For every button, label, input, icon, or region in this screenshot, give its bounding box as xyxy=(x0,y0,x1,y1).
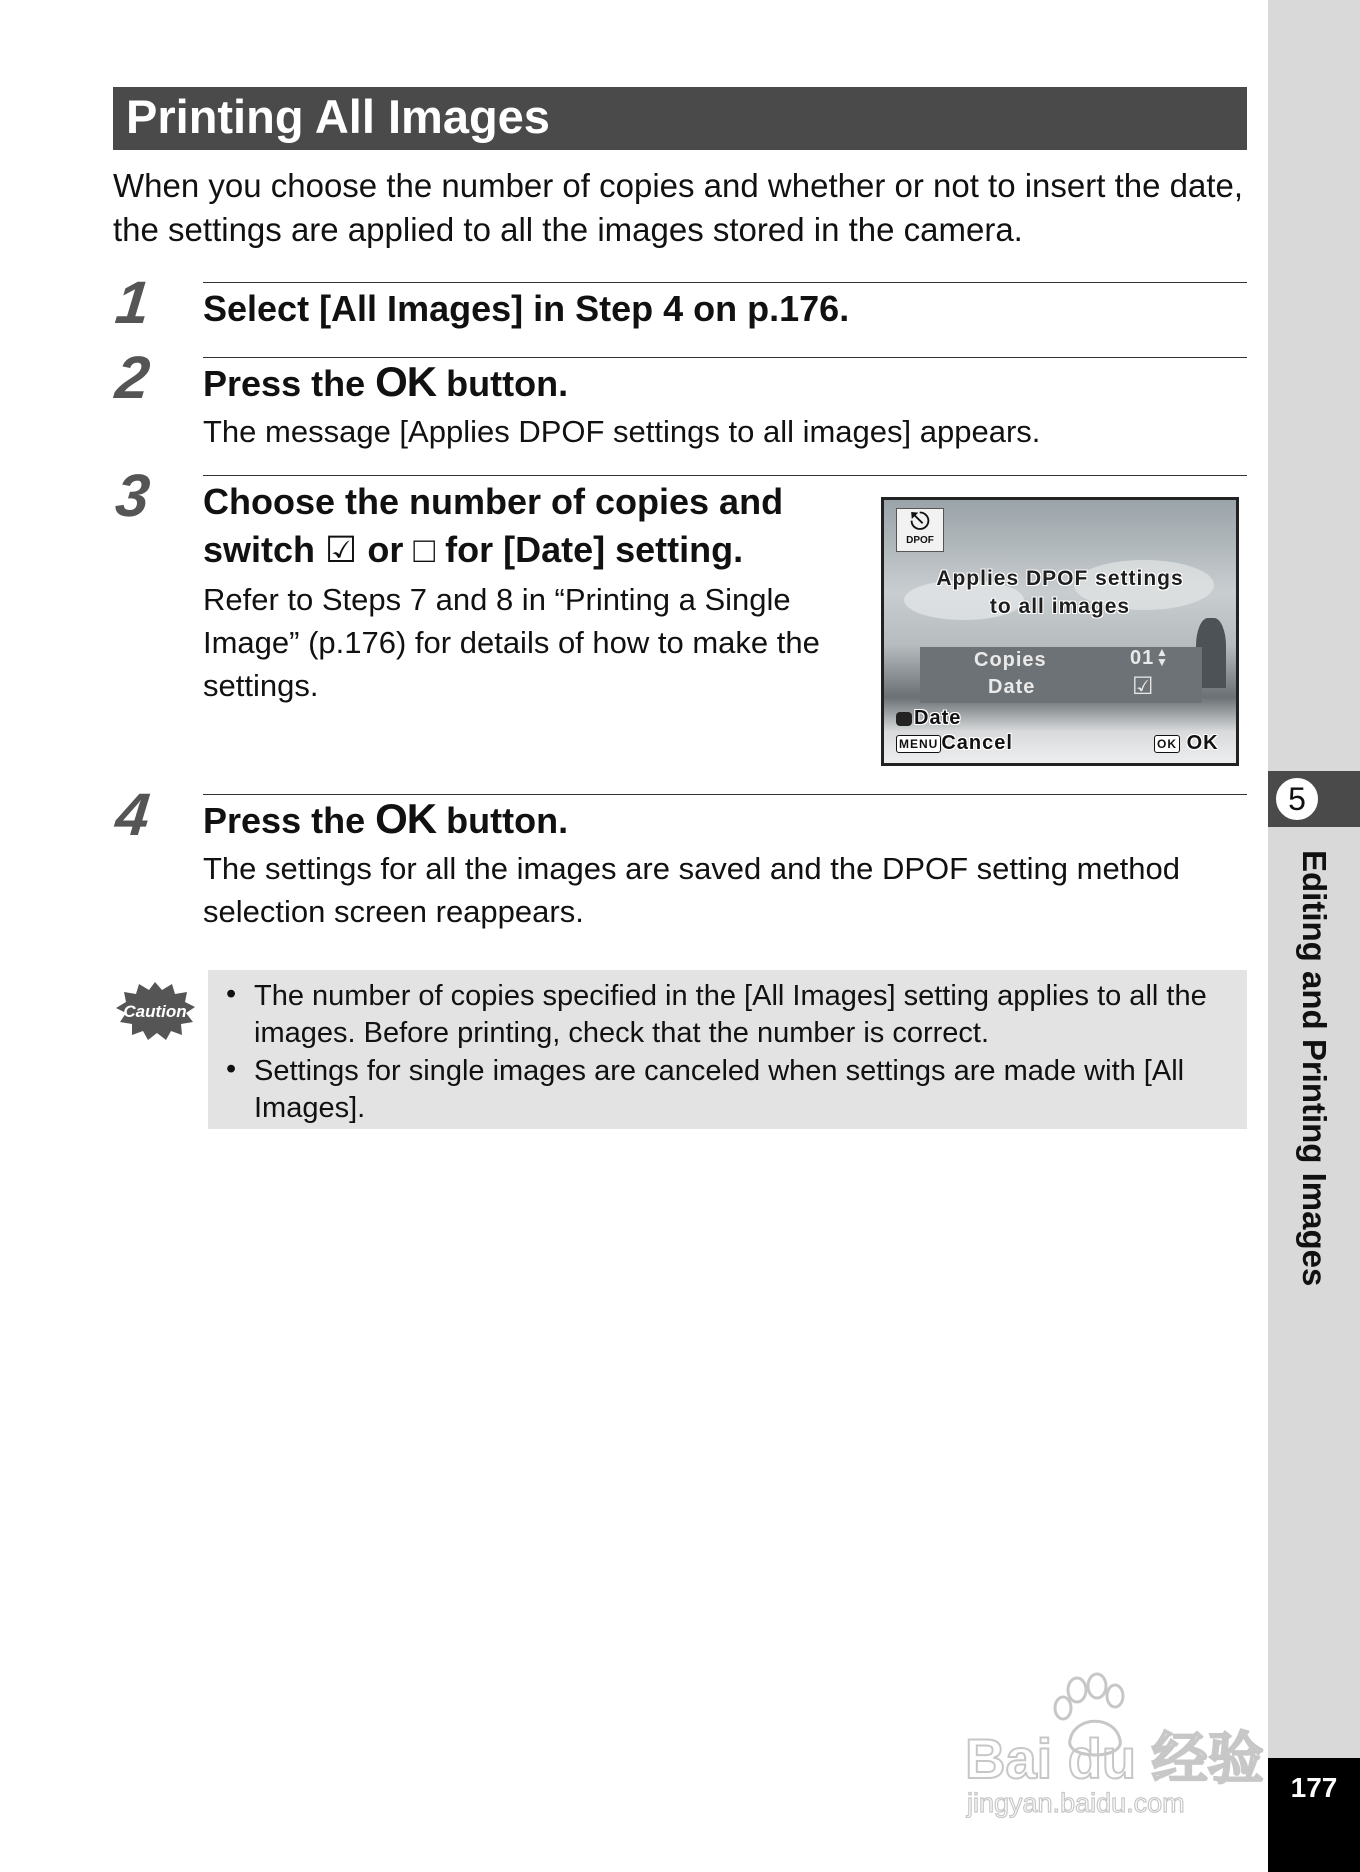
step-4-title-end: button. xyxy=(446,800,569,841)
ok-button-glyph: OK xyxy=(375,795,437,842)
date-toggle-hint xyxy=(896,707,961,730)
copies-label: Copies xyxy=(974,649,1047,671)
menu-key-icon: MENU xyxy=(896,735,941,753)
step-3-or-word: or xyxy=(367,529,404,570)
step-divider xyxy=(203,282,1247,283)
caution-item-2: Settings for single images are canceled when settings are made with [All Images]. xyxy=(254,1055,1185,1124)
bullet-icon: • xyxy=(226,978,237,1010)
step-4-number: 4 xyxy=(112,781,153,848)
date-label: Date xyxy=(988,676,1036,698)
date-checkbox-icon: ☑ xyxy=(1132,673,1155,700)
watermark-url: jingyan.baidu.com xyxy=(967,1788,1185,1818)
chapter-number: 5 xyxy=(1274,776,1320,822)
chapter-title: Editing and Printing Images xyxy=(1296,850,1333,1287)
section-heading: Printing All Images xyxy=(126,90,550,143)
step-2-body: The message [Applies DPOF settings to all images] appears. xyxy=(203,414,1041,449)
dpof-icon xyxy=(896,508,944,552)
ok-label: OK xyxy=(1186,732,1219,754)
step-3-switch-word: switch xyxy=(203,529,316,570)
step-1-title: Select [All Images] in Step 4 on p.176. xyxy=(203,288,850,329)
step-2-title-start: Press the xyxy=(203,363,366,404)
step-3-title-end: for [Date] setting. xyxy=(445,529,744,570)
watermark-logo: Bai du 经验 xyxy=(965,1727,1264,1790)
cancel-hint xyxy=(896,732,1013,755)
copies-value: 01 xyxy=(1130,647,1155,669)
copies-date-panel xyxy=(920,647,1202,703)
printer-icon: ⎋ xyxy=(910,508,930,535)
caution-badge xyxy=(114,980,196,1042)
caution-badge-text: Caution xyxy=(123,1002,187,1021)
step-2-title-end: button. xyxy=(446,363,569,404)
camera-message-line2: to all images xyxy=(989,595,1131,618)
ok-hint xyxy=(1154,732,1219,755)
baidu-watermark xyxy=(965,1670,1265,1820)
date-toggle-label: Date xyxy=(914,707,962,729)
step-4-title xyxy=(203,795,568,843)
step-4-title-start: Press the xyxy=(203,800,366,841)
step-3-number: 3 xyxy=(112,462,153,529)
step-4-body: The settings for all the images are saved and the DPOF setting method selection screen reappears. xyxy=(203,851,1181,929)
step-3-title-line1: Choose the number of copies and xyxy=(203,481,784,522)
step-3-body: Refer to Steps 7 and 8 in “Printing a Single Image” (p.176) for details of how to make the settings. xyxy=(203,582,820,703)
step-2-title xyxy=(203,358,568,406)
step-1-number: 1 xyxy=(112,269,153,336)
bullet-icon: • xyxy=(226,1053,237,1085)
step-2-number: 2 xyxy=(112,344,153,411)
camera-message-line1: Applies DPOF settings xyxy=(936,567,1184,590)
empty-box-icon: □ xyxy=(413,529,436,570)
cancel-label: Cancel xyxy=(941,732,1013,754)
step-divider xyxy=(203,475,1247,476)
caution-item-1: The number of copies specified in the [All Images] setting applies to all the images. Before printing, check that the number is correct. xyxy=(254,980,1207,1049)
page-number: 177 xyxy=(1290,1772,1338,1803)
up-down-arrows-icon: ▲ ▼ xyxy=(1156,645,1169,669)
ok-key-icon: OK xyxy=(1154,735,1180,753)
checked-box-icon: ☑ xyxy=(325,529,358,570)
camera-screen xyxy=(881,497,1239,766)
green-button-icon xyxy=(896,712,912,726)
dpof-icon-label: DPOF xyxy=(906,535,934,546)
intro-paragraph: When you choose the number of copies and whether or not to insert the date, the settings are applied to all the images stored in the camera. xyxy=(113,167,1244,248)
step-3-title-line2 xyxy=(203,529,743,571)
ok-button-glyph: OK xyxy=(375,358,437,405)
